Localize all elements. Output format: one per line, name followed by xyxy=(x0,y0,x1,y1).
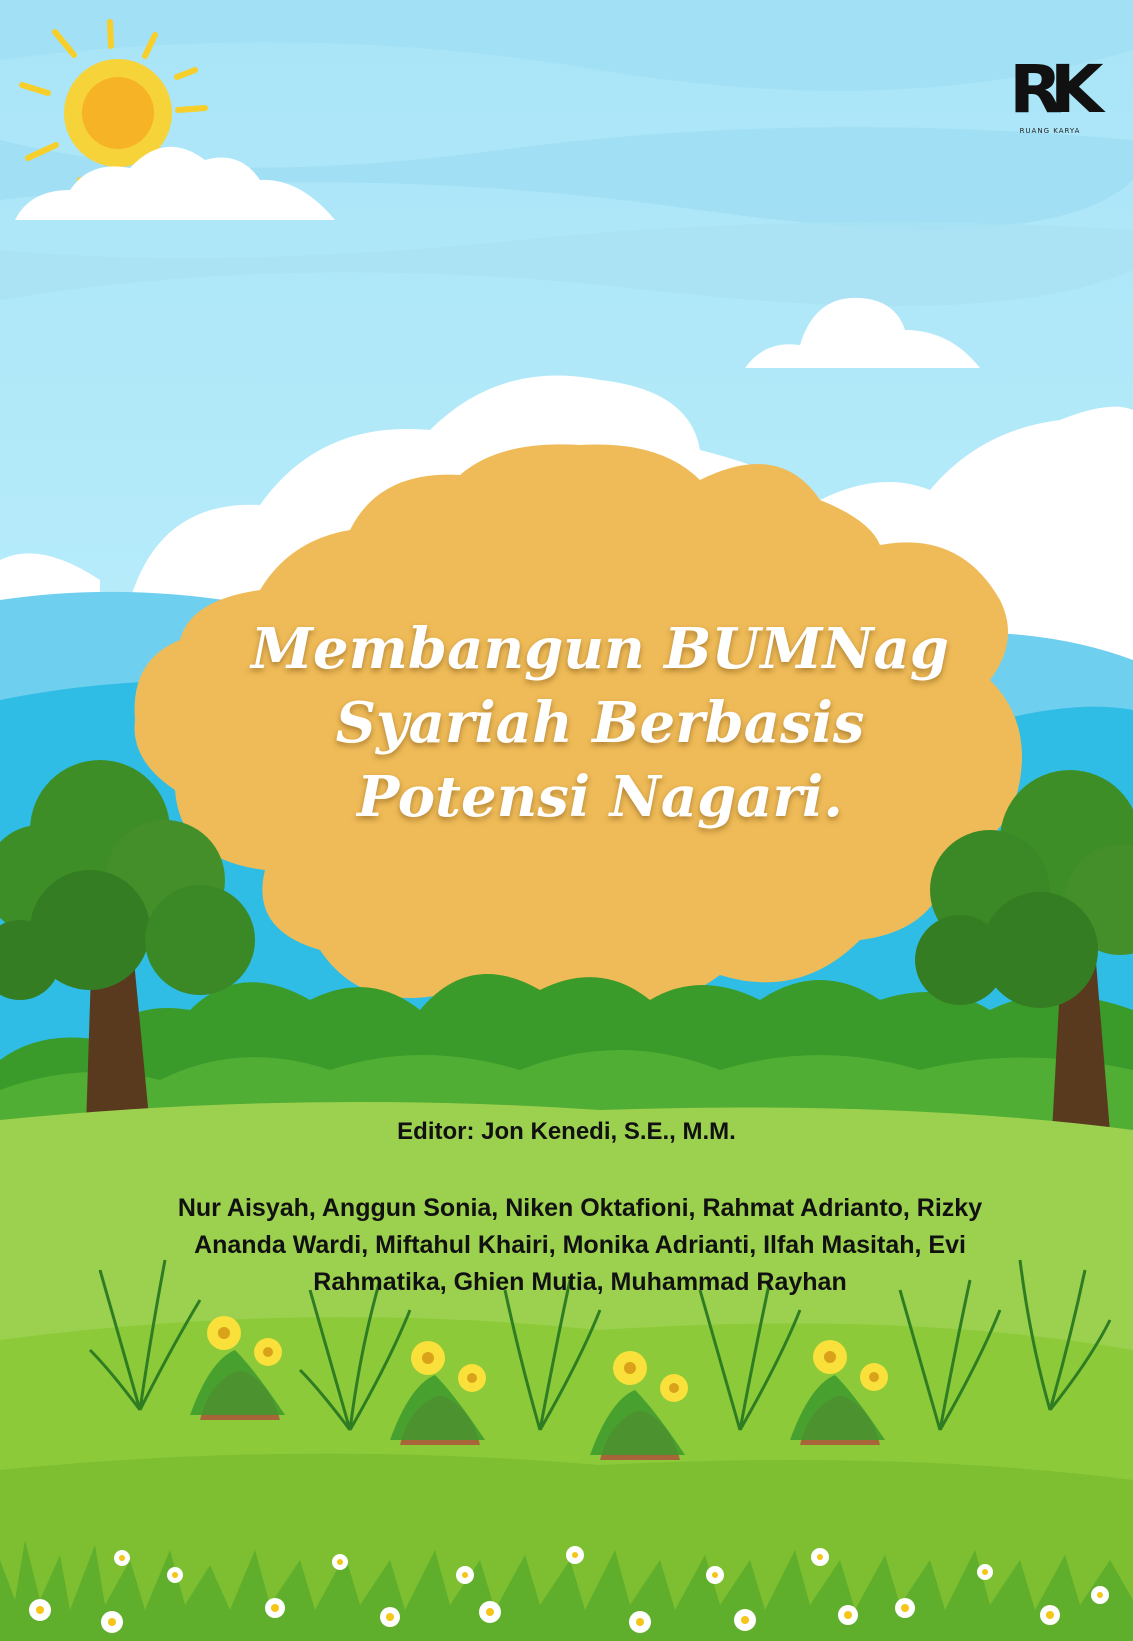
editor-credit: Editor: Jon Kenedi, S.E., M.M. xyxy=(397,1118,736,1145)
book-title xyxy=(190,612,1010,834)
publisher-name: RUANG KARYA xyxy=(1019,127,1081,135)
cloud-icon xyxy=(745,298,980,368)
title-line: Membangun BUMNag xyxy=(251,616,949,682)
publisher-logo xyxy=(1000,51,1100,135)
title-line: Syariah Berbasis xyxy=(335,690,865,756)
author-list: Nur Aisyah, Anggun Sonia, Niken Oktafioni, Rahmat Adrianto, Rizky Ananda Wardi, Miftahul Khairi, Monika Adrianti, Ilfah Masitah, Evi Rahmatika, Ghien Mutia, Muhammad Rayhan xyxy=(177,1194,983,1296)
logo-mark: RK xyxy=(1009,51,1091,128)
title-line: Potensi Nagari. xyxy=(357,764,843,830)
